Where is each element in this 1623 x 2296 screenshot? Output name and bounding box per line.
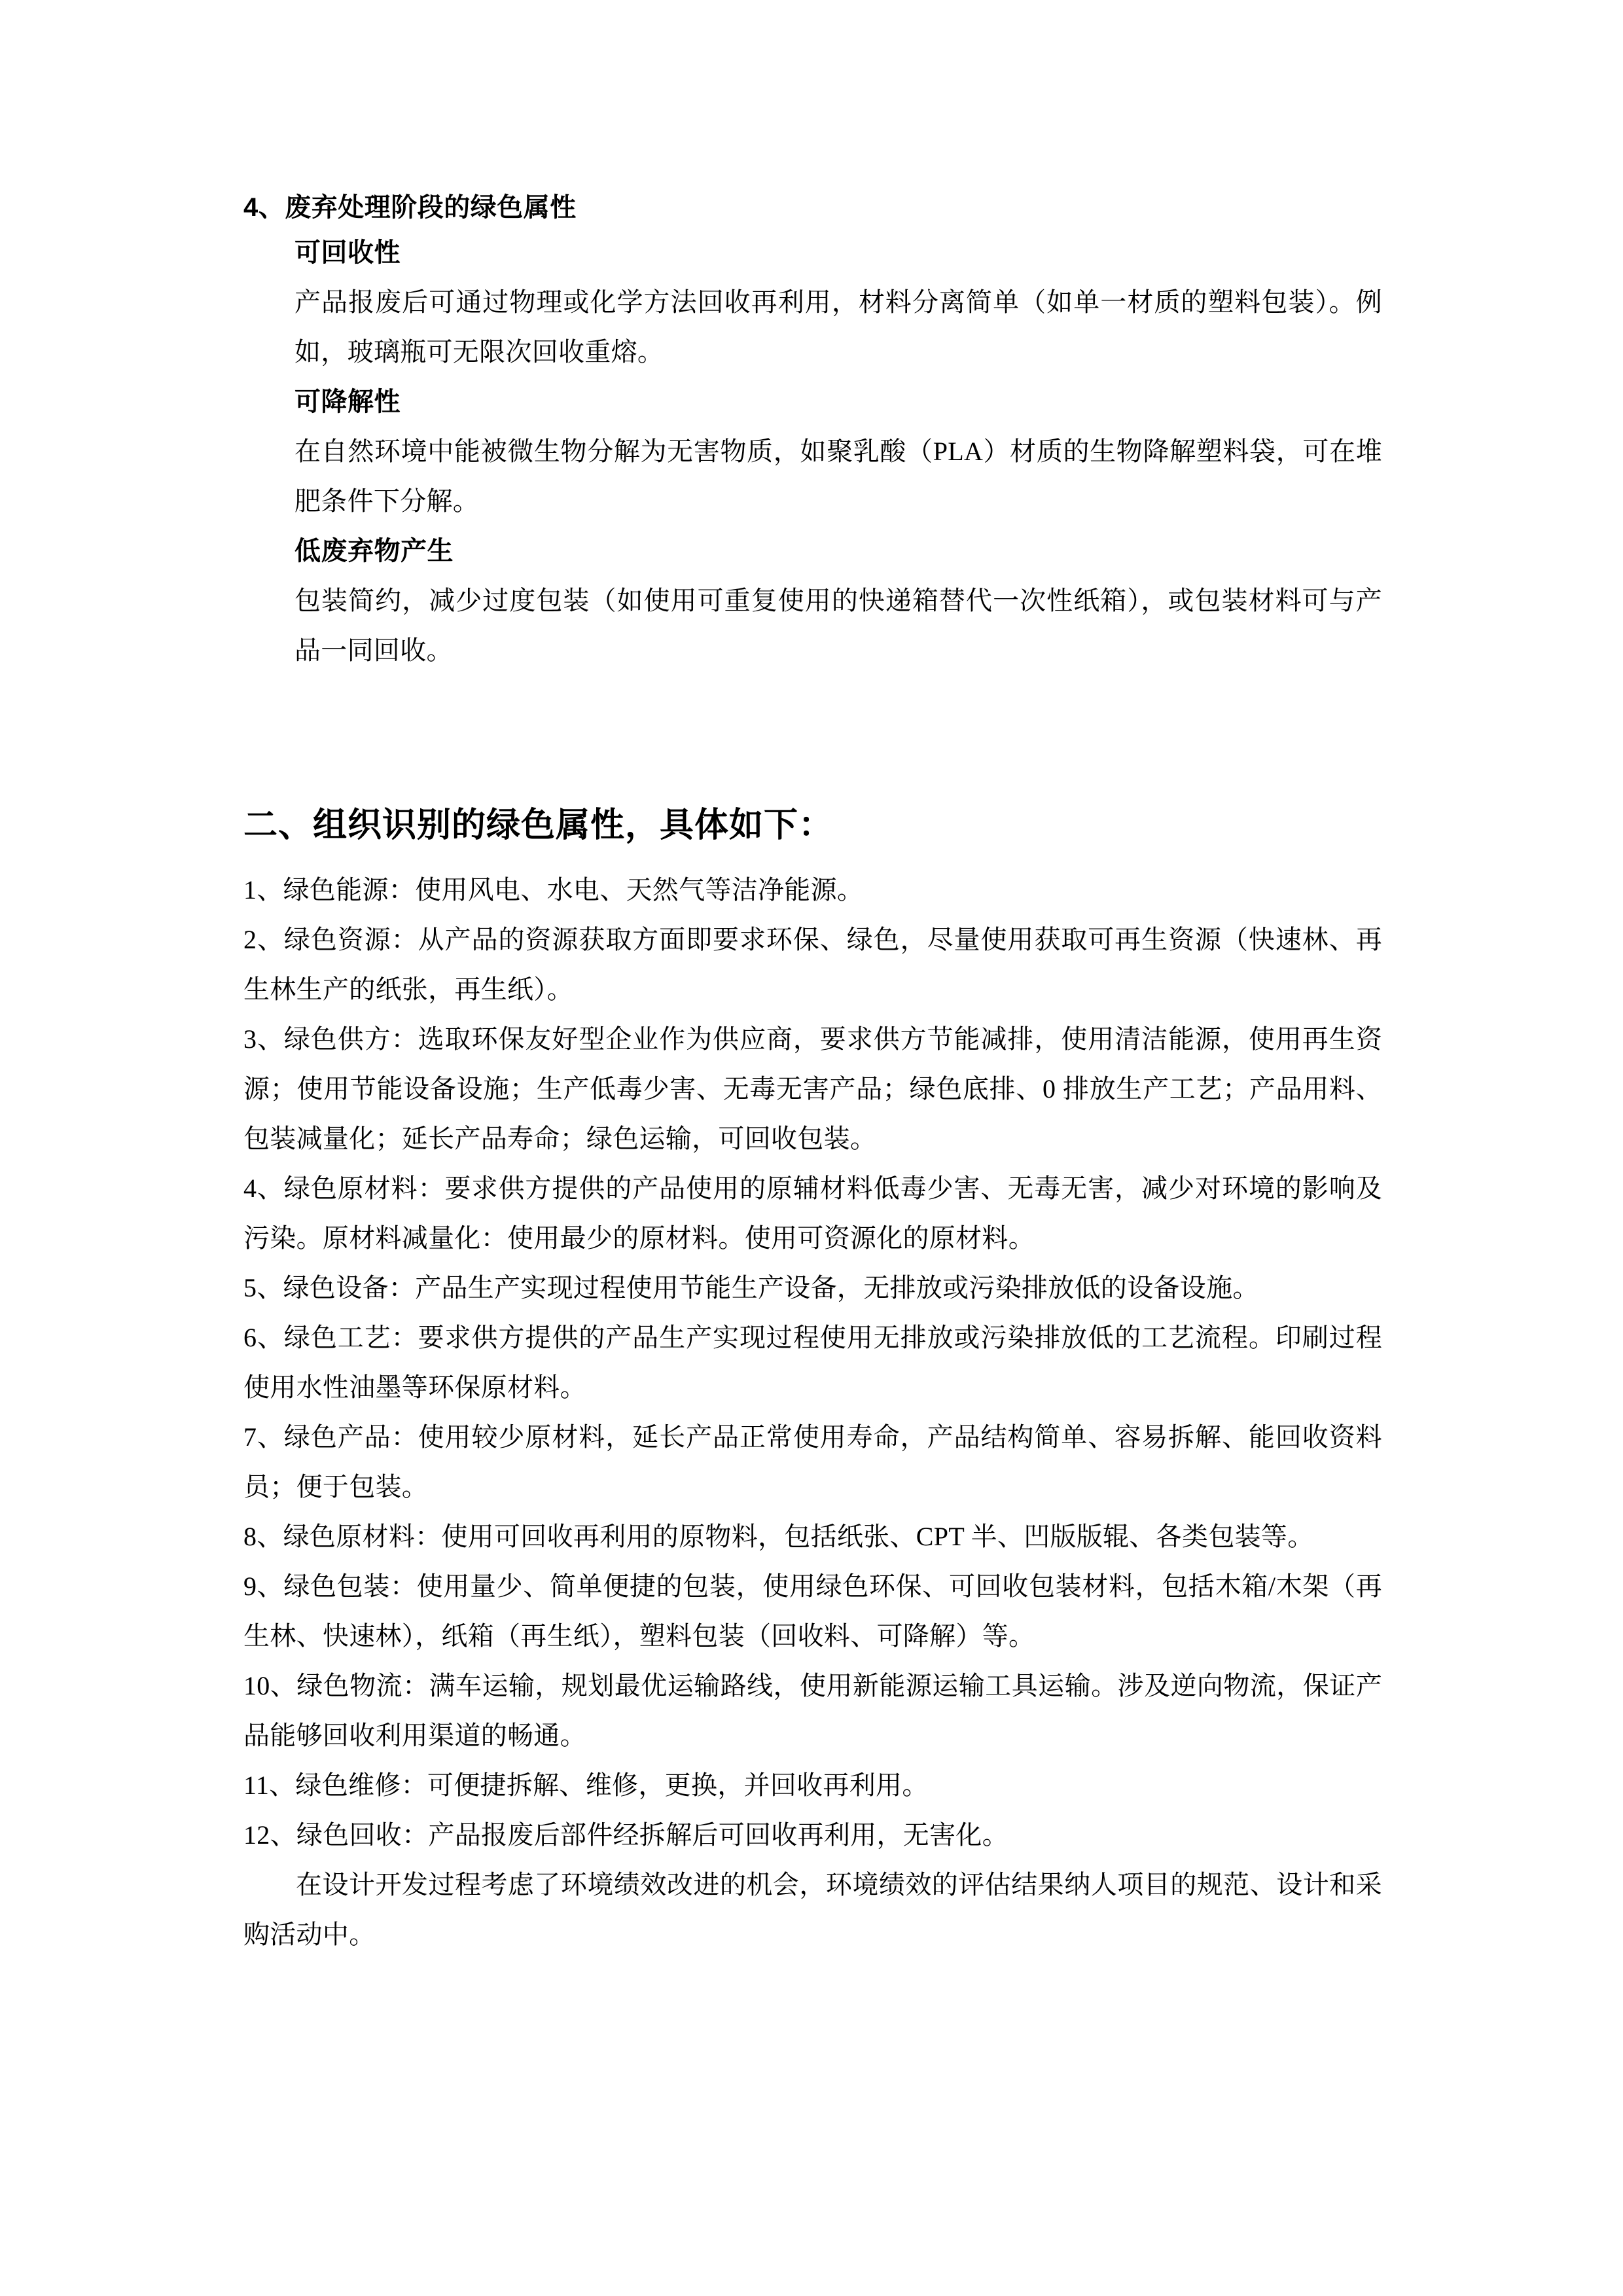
section-one-heading: 4、废弃处理阶段的绿色属性 [243,193,577,222]
list-item: 12、绿色回收：产品报废后部件经拆解后可回收再利用，无害化。 [243,1820,1008,1850]
closing-paragraph: 在设计开发过程考虑了环境绩效改进的机会，环境绩效的评估结果纳人项目的规范、设计和采购活动中。 [243,1870,1382,1949]
list-item: 6、绿色工艺：要求供方提供的产品生产实现过程使用无排放或污染排放低的工艺流程。印刷过程使用水性油墨等环保原材料。 [243,1323,1382,1402]
list-item: 10、绿色物流：满车运输，规划最优运输路线，使用新能源运输工具运输。涉及逆向物流，保证产品能够回收利用渠道的畅通。 [243,1671,1382,1750]
subsection-paragraph-low-waste: 包装简约，减少过度包装（如使用可重复使用的快递箱替代一次性纸箱），或包装材料可与产品一同回收。 [294,586,1382,665]
section-two-heading: 二、组织识别的绿色属性，具体如下： [243,806,834,844]
list-item: 9、绿色包装：使用量少、简单便捷的包装，使用绿色环保、可回收包装材料，包括木箱/木架（再生林、快速林），纸箱（再生纸），塑料包装（回收料、可降解）等。 [243,1571,1382,1651]
subsection-title-low-waste: 低废弃物产生 [294,537,454,565]
subsection-title-recyclability: 可回收性 [294,238,401,267]
list-item: 5、绿色设备：产品生产实现过程使用节能生产设备，无排放或污染排放低的设备设施。 [243,1273,1259,1302]
list-item: 8、绿色原材料：使用可回收再利用的原物料，包括纸张、CPT 半、凹版版辊、各类包装等。 [243,1522,1314,1551]
section-one-body [294,228,1382,675]
subsection-title-degradability: 可降解性 [294,387,401,416]
list-item: 3、绿色供方：选取环保友好型企业作为供应商，要求供方节能减排，使用清洁能源，使用再生资源；使用节能设备设施；生产低毒少害、无毒无害产品；绿色底排、0 排放生产工艺；产品用料、包装减量化；延长产品寿命；绿色运输，可回收包装。 [243,1024,1382,1153]
section-divider-space [243,675,1382,713]
list-item: 11、绿色维修：可便捷拆解、维修，更换，并回收再利用。 [243,1770,929,1800]
subsection-paragraph-recyclability: 产品报废后可通过物理或化学方法回收再利用，材料分离简单（如单一材质的塑料包装）。例如，玻璃瓶可无限次回收重熔。 [294,287,1382,367]
list-item: 7、绿色产品：使用较少原材料，延长产品正常使用寿命，产品结构简单、容易拆解、能回收资料员；便于包装。 [243,1422,1382,1501]
list-item: 2、绿色资源：从产品的资源获取方面即要求环保、绿色，尽量使用获取可再生资源（快速林、再生林生产的纸张，再生纸）。 [243,925,1382,1004]
green-attributes-list [243,865,1382,1860]
list-item: 4、绿色原材料：要求供方提供的产品使用的原辅材料低毒少害、无毒无害，减少对环境的影响及污染。原材料减量化：使用最少的原材料。使用可资源化的原材料。 [243,1174,1382,1253]
subsection-paragraph-degradability: 在自然环境中能被微生物分解为无害物质，如聚乳酸（PLA）材质的生物降解塑料袋，可在堆肥条件下分解。 [294,437,1382,516]
document-content [243,187,1382,1960]
list-item: 1、绿色能源：使用风电、水电、天然气等洁净能源。 [243,875,864,905]
